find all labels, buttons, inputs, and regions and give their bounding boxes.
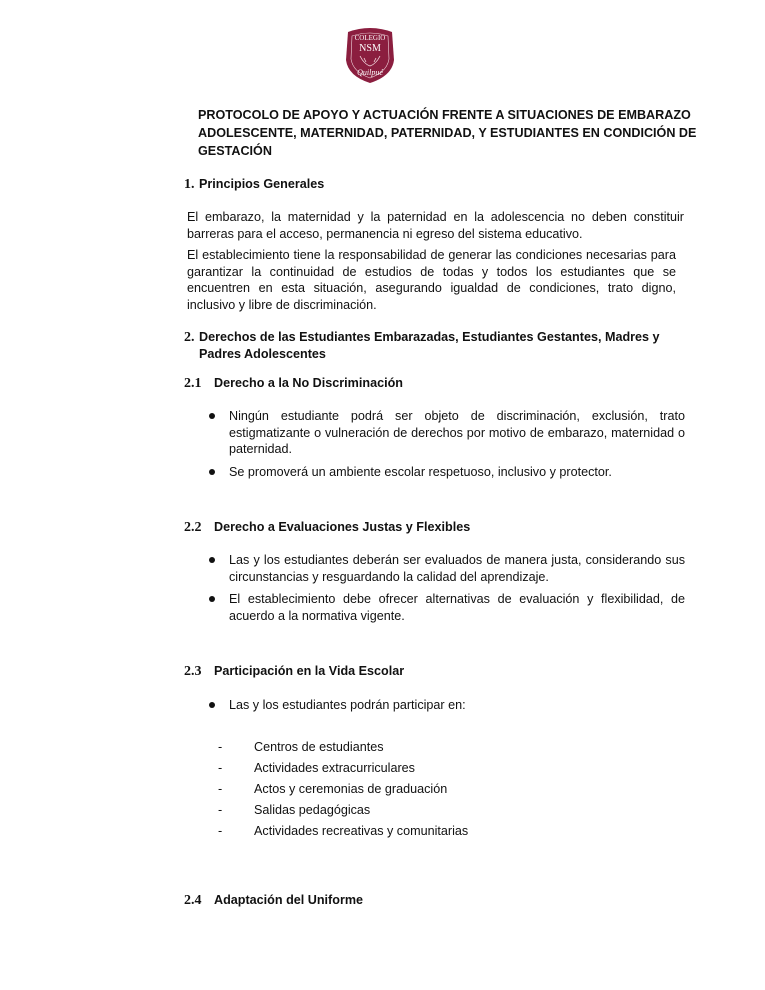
section-number: 1. xyxy=(184,177,195,192)
list-item: - Salidas pedagógicas xyxy=(218,802,468,823)
list-item: Las y los estudiantes podrán participar en: xyxy=(205,697,685,714)
subsection-number: 2.3 xyxy=(184,664,202,679)
section-title: Principios Generales xyxy=(199,177,325,191)
subsection-number: 2.2 xyxy=(184,520,202,535)
subsection-2-2-heading xyxy=(184,519,470,536)
list-item: - Centros de estudiantes xyxy=(218,739,468,760)
document-title: PROTOCOLO DE APOYO Y ACTUACIÓN FRENTE A SITUACIONES DE EMBARAZO ADOLESCENTE, MATERNIDAD, PATERNIDAD, Y ESTUDIANTES EN CONDICIÓN DE GESTACIÓN xyxy=(198,108,697,158)
subsection-2-1-heading xyxy=(184,375,403,392)
section-2-heading xyxy=(184,329,689,363)
dash-list xyxy=(218,739,468,844)
paragraph: El embarazo, la maternidad y la paternidad en la adolescencia no deben constituir barreras para el acceso, permanencia ni egreso del sistema educativo. xyxy=(187,210,684,241)
subsection-number: 2.1 xyxy=(184,376,202,391)
bullet-list xyxy=(205,408,685,486)
subsection-title: Adaptación del Uniforme xyxy=(214,893,364,907)
paragraph: El establecimiento tiene la responsabilidad de generar las condiciones necesarias para garantizar la continuidad de estudios de todas y todos los estudiantes que se encuentren en esta situación, asegurando igualdad de condiciones, trato digno, inclusivo y libre de discriminación. xyxy=(187,248,676,312)
logo-line1: COLEGIO xyxy=(354,34,386,42)
list-item: El establecimiento debe ofrecer alternativas de evaluación y flexibilidad, de acuerdo a la normativa vigente. xyxy=(205,591,685,624)
list-item: Las y los estudiantes deberán ser evaluados de manera justa, considerando sus circunstancias y resguardando la calidad del aprendizaje. xyxy=(205,552,685,585)
list-item: - Actividades recreativas y comunitarias xyxy=(218,823,468,844)
subsection-title: Derecho a la No Discriminación xyxy=(214,376,403,390)
subsection-2-4-heading xyxy=(184,892,363,909)
subsection-number: 2.4 xyxy=(184,893,202,908)
logo-line2: NSM xyxy=(359,43,381,54)
subsection-2-3-heading xyxy=(184,663,404,680)
section-title: Derechos de las Estudiantes Embarazadas, Estudiantes Gestantes, Madres y Padres Adolescentes xyxy=(199,330,660,361)
logo-line3: Quilpué xyxy=(357,68,383,77)
school-logo xyxy=(342,26,398,84)
list-item: Ningún estudiante podrá ser objeto de discriminación, exclusión, trato estigmatizante o vulneración de derechos por motivo de embarazo, maternidad o paternidad. xyxy=(205,408,685,458)
section-1-heading xyxy=(184,176,689,193)
list-item: - Actos y ceremonias de graduación xyxy=(218,781,468,802)
subsection-title: Participación en la Vida Escolar xyxy=(214,664,405,678)
section-number: 2. xyxy=(184,330,195,345)
bullet-list xyxy=(205,697,685,720)
bullet-list xyxy=(205,552,685,630)
subsection-title: Derecho a Evaluaciones Justas y Flexibles xyxy=(214,520,471,534)
list-item: Se promoverá un ambiente escolar respetuoso, inclusivo y protector. xyxy=(205,464,685,481)
list-item: - Actividades extracurriculares xyxy=(218,760,468,781)
